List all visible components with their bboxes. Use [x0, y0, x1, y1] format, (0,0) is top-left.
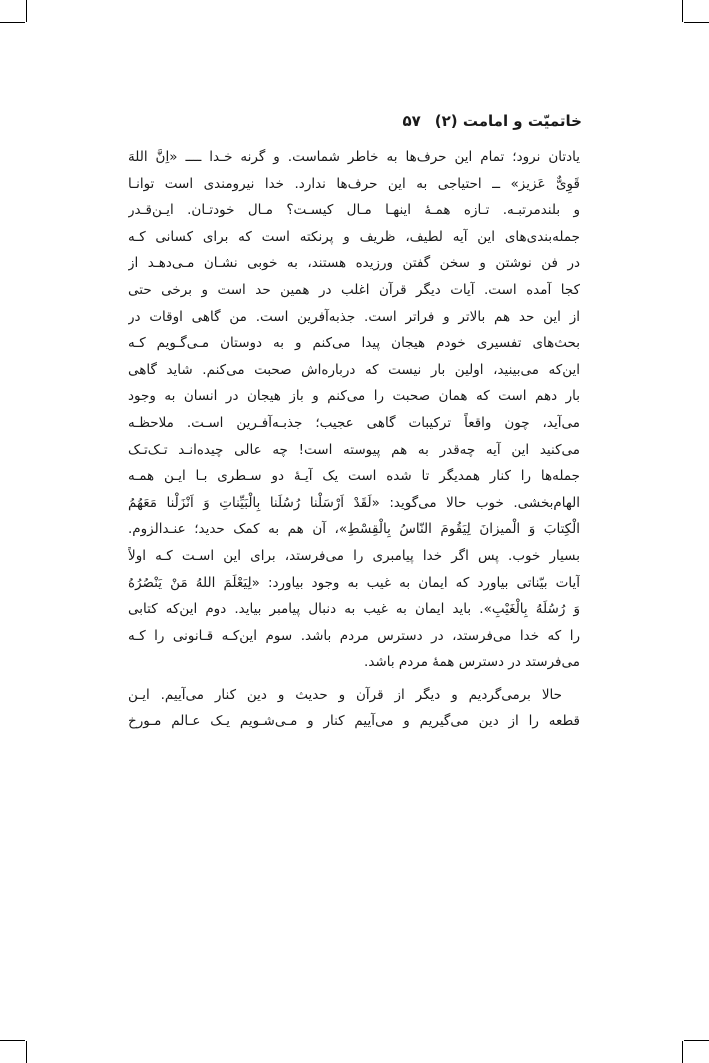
crop-mark-top-left — [26, 0, 27, 22]
text-line: بسیار خوب. پس اگر خدا پیامبری را می‌فرستد، برای این اسـت کـه اولاً — [128, 547, 580, 564]
text-line: بار دهم است که همان صحبت را می‌کنم و باز هیجان در انسان به وجود — [128, 388, 580, 405]
text-line: بحث‌های تفسیری خودم هیجان پیدا می‌کنم و به دوستان مـی‌گـویم کـه — [128, 335, 580, 352]
text-line: می‌کنید این آیه چه‌قدر به هم پیوسته است! چه عالی چیده‌انـد تـک‌تـک — [128, 441, 580, 458]
text-line: قطعه را از دین می‌گیریم و می‌آییم کنار و مـی‌شـویم یـک عـالم مـورخ — [128, 713, 580, 730]
text-line: وَ رُسُلَهُ بِالْغَیْبِ». باید ایمان به غیب به دنبال پیامبر بیاید. دوم این‌که کتابی — [128, 601, 580, 618]
text-line: این‌که می‌بینید، اولین بار نیست که درباره‌اش صحبت می‌کنم. شاید گاهی — [128, 361, 580, 378]
text-line: می‌آید، چون واقعاً ترکیبات گاهی عجیب؛ جذبـه‌آفـرین اسـت. ملاحظـه — [128, 414, 580, 431]
text-line: یادتان نرود؛ تمام این حرف‌ها به خاطر شماست. و گرنه خـدا ــــ «اِنَّ اللهَ — [128, 149, 580, 165]
text-line: جمله‌بندی‌های این آیه لطیف، ظریف و پرنکته است که برای کسانی کـه — [128, 228, 580, 245]
text-line: الْکِتابَ وَ الْمیزانَ لِیَقُومَ النّاسُ بِالْقِسْطِ»، آن هم به کمک حدید؛ عنـدالزوم. — [128, 521, 580, 538]
crop-mark-bottom-left — [0, 1040, 25, 1041]
crop-mark-bottom-left — [26, 1041, 27, 1063]
crop-mark-bottom-right — [684, 1040, 709, 1041]
text-line: از این حد هم بالاتر و فراتر است. جذبه‌آفرین است. من گاهی اوقات در — [128, 308, 580, 325]
text-line: را که خدا می‌فرستد، در دسترس مردم باشد. سوم این‌کـه قـانونی را کـه — [128, 627, 580, 644]
text-line: آیات بیّناتی بیاورد که ایمان به غیب به وجود بیاورد: «لِیَعْلَمَ اللهُ مَنْ یَنْصُرُهُ — [128, 574, 580, 591]
text-line: جمله‌ها را کنار همدیگر تا شده است یک آیـهٔ دو سـطری بـا ایـن همـه — [128, 468, 580, 485]
page-number: ۵۷ — [402, 112, 421, 130]
text-line: می‌فرستد در دسترس همهٔ مردم باشد. — [364, 654, 580, 671]
paragraph — [128, 682, 580, 735]
text-line: در فن نوشتن و سخن گفتن ورزیده هستند، به خوبی نشـان مـی‌دهـد از — [128, 255, 580, 272]
crop-mark-top-right — [684, 22, 709, 23]
crop-mark-top-left — [0, 22, 25, 23]
paragraph — [128, 144, 580, 676]
text-line: قَوِیٌّ عَزیز» ــ احتیاجی به این حرف‌ها ندارد. خدا نیرومندی است توانـا — [128, 175, 580, 192]
text-line: کجا آمده است. آیات دیگر قرآن اغلب در همین حد است و برخی حتی — [128, 281, 580, 298]
body-text — [128, 144, 580, 735]
text-line: و بلندمرتبـه. تـازه همـهٔ اینهـا مـال کیسـت؟ مـال خودتـان. ایـن‌قـدر — [128, 202, 580, 219]
text-line: الهام‌بخشی. خوب حالا می‌گوید: «لَقَدْ اَرْسَلْنا رُسُلَنا بِالْبَیِّناتِ وَ اَنْزَلْنا مَعَهُمُ — [128, 494, 580, 511]
header-title: خاتمیّت و امامت (۲) — [434, 112, 582, 130]
crop-mark-top-right — [682, 0, 683, 22]
crop-mark-bottom-right — [682, 1041, 683, 1063]
text-line: حالا برمی‌گردیم و دیگر از قرآن و حدیث و دین کنار می‌آییم. ایـن — [128, 686, 562, 703]
running-header — [402, 112, 582, 130]
